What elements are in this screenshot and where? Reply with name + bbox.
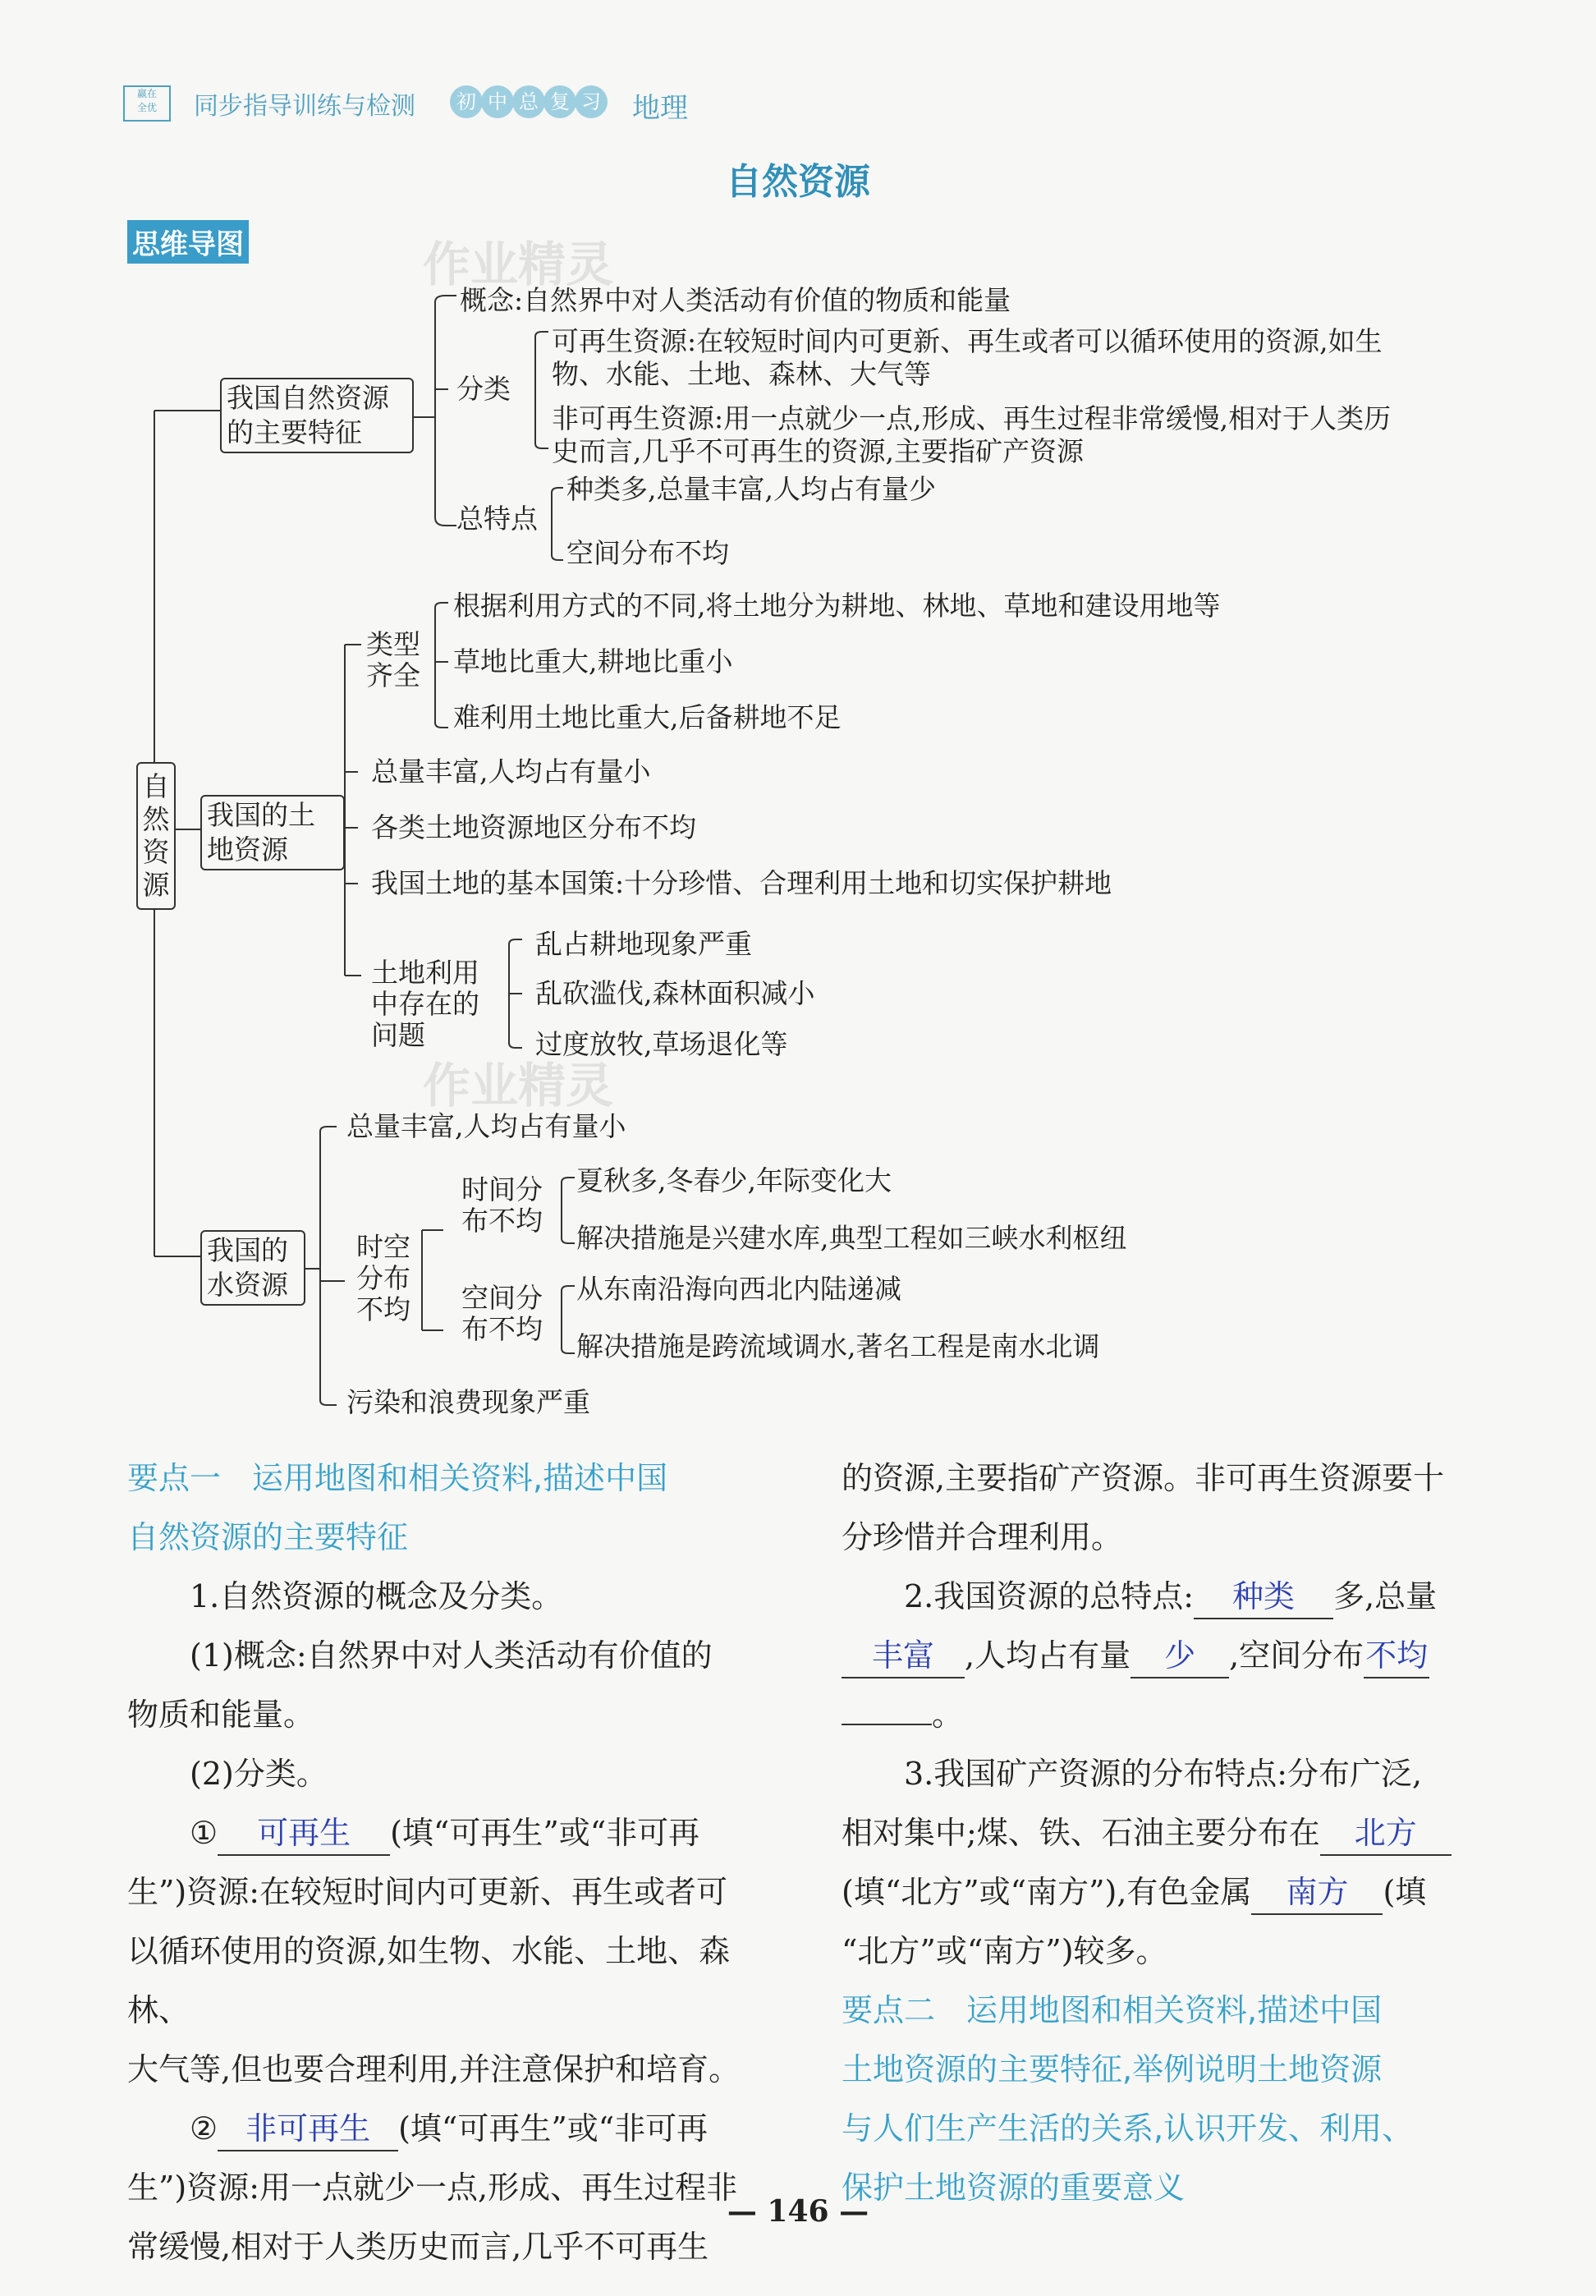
pollution-text: 污染和浪费现象严重 xyxy=(346,1386,590,1418)
para-line: 丰富 ,人均占有量 少 ,空间分布不均 xyxy=(842,1626,1498,1685)
para-line: 以循环使用的资源,如生物、水能、土地、森林、 xyxy=(127,1933,731,2028)
answer-blank: 丰富 xyxy=(842,1634,965,1678)
para-line: 相对集中;煤、铁、石油主要分布在 北方 xyxy=(842,1803,1498,1862)
renewable-text-1: 可再生资源:在较短时间内可更新、再生或者可以循环使用的资源,如生 xyxy=(552,325,1383,357)
series-tag-1: 初 xyxy=(450,85,483,118)
para-line: 。 xyxy=(842,1685,1498,1744)
space-text-2: 解决措施是跨流域调水,著名工程是南水北调 xyxy=(576,1330,1100,1362)
section-heading-1b: 自然资源的主要特征 xyxy=(127,1519,409,1555)
para-line: (2)分类。 xyxy=(190,1756,328,1792)
para-line: 大气等,但也要合理利用,并注意保护和培育。 xyxy=(127,2051,741,2087)
problems-text-3: 过度放牧,草场退化等 xyxy=(535,1028,788,1060)
mindmap-label: 思维导图 xyxy=(127,220,249,264)
section-heading-2c: 与人们生产生活的关系,认识开发、利用、 xyxy=(842,2110,1414,2147)
water-total-text: 总量丰富,人均占有量小 xyxy=(346,1110,626,1142)
para-line: 物质和能量。 xyxy=(127,1697,315,1733)
answer-blank: 可再生 xyxy=(218,1812,390,1856)
page-number: — 146 — xyxy=(727,2194,869,2229)
para-line: ② 非可再生 (填“可再生”或“非可再 xyxy=(127,2099,792,2158)
land-total-text: 总量丰富,人均占有量小 xyxy=(371,755,651,788)
series-tag-5: 习 xyxy=(575,85,608,118)
nonrenewable-text-1: 非可再生资源:用一点就少一点,形成、再生过程非常缓慢,相对于人类历 xyxy=(552,402,1392,434)
branch-water-resources: 我国的水资源 xyxy=(200,1230,305,1306)
para-line: 1.自然资源的概念及分类。 xyxy=(190,1578,563,1614)
section-heading-2: 要点二 运用地图和相关资料,描述中国 xyxy=(842,1992,1383,2028)
problems-text-2: 乱砍滥伐,森林面积减小 xyxy=(535,977,815,1009)
problems-text-1: 乱占耕地现象严重 xyxy=(535,928,752,960)
para-line: (填“北方”或“南方”),有色金属 南方 (填 xyxy=(842,1862,1498,1922)
series-tag-2: 中 xyxy=(481,85,514,118)
left-column xyxy=(127,1449,792,2276)
subject-label: 地理 xyxy=(632,92,688,125)
section-heading-1: 要点一 运用地图和相关资料,描述中国 xyxy=(127,1460,668,1496)
answer-blank: 少 xyxy=(1130,1634,1229,1678)
land-policy-text: 我国土地的基本国策:十分珍惜、合理利用土地和切实保护耕地 xyxy=(371,867,1112,899)
spacetime-label: 时空分布不均 xyxy=(356,1231,410,1325)
problems-label: 土地利用中存在的问题 xyxy=(371,957,479,1051)
para-line: (1)概念:自然界中对人类活动有价值的 xyxy=(190,1637,713,1674)
section-heading-2b: 土地资源的主要特征,举例说明土地资源 xyxy=(842,2051,1383,2087)
para-line: 3.我国矿产资源的分布特点:分布广泛, xyxy=(904,1756,1423,1792)
series-tag-3: 总 xyxy=(512,85,545,118)
branch-resource-features: 我国自然资源的主要特征 xyxy=(220,378,414,453)
types-text-3: 难利用土地比重大,后备耕地不足 xyxy=(453,701,842,733)
para-line: “北方”或“南方”)较多。 xyxy=(842,1933,1167,1969)
time-text-1: 夏秋多,冬春少,年际变化大 xyxy=(576,1164,892,1196)
series-tag-4: 复 xyxy=(543,85,576,118)
para-line: 的资源,主要指矿产资源。非可再生资源要十 xyxy=(842,1460,1445,1496)
answer-blank: 种类 xyxy=(1194,1575,1333,1619)
types-text-1: 根据利用方式的不同,将土地分为耕地、林地、草地和建设用地等 xyxy=(453,590,1221,622)
branch-land-resources: 我国的土地资源 xyxy=(200,795,345,870)
para-line: 生”)资源:在较短时间内可更新、再生或者可 xyxy=(127,1874,728,1910)
types-label: 类型齐全 xyxy=(366,628,420,691)
mindmap-root: 自然资源 xyxy=(136,762,176,910)
answer-blank: 南方 xyxy=(1251,1871,1383,1915)
publisher-logo: 赢在 全优 xyxy=(123,85,171,122)
time-uneven-label: 时间分布不均 xyxy=(461,1173,543,1237)
right-column xyxy=(842,1449,1498,2217)
section-heading-2d: 保护土地资源的重要意义 xyxy=(842,2170,1186,2206)
space-uneven-label: 空间分布不均 xyxy=(461,1282,543,1345)
land-uneven-text: 各类土地资源地区分布不均 xyxy=(371,811,696,843)
renewable-text-2: 物、水能、土地、森林、大气等 xyxy=(552,358,931,390)
nonrenewable-text-2: 史而言,几乎不可再生的资源,主要指矿产资源 xyxy=(552,435,1084,467)
watermark: 作业精灵 xyxy=(423,236,614,292)
para-line: 2.我国资源的总特点: 种类 多,总量 xyxy=(842,1567,1498,1626)
answer-blank: 不均 xyxy=(1364,1634,1429,1678)
watermark: 作业精灵 xyxy=(423,1058,614,1114)
classify-label: 分类 xyxy=(456,373,511,405)
time-text-2: 解决措施是兴建水库,典型工程如三峡水利枢纽 xyxy=(576,1222,1127,1254)
overall-text-1: 种类多,总量丰富,人均占有量少 xyxy=(566,473,936,505)
overall-text-2: 空间分布不均 xyxy=(566,537,729,569)
para-line: 分珍惜并合理利用。 xyxy=(842,1519,1123,1555)
page-title: 自然资源 xyxy=(726,161,870,203)
answer-blank: 非可再生 xyxy=(218,2107,398,2151)
para-line: ① 可再生 (填“可再生”或“非可再 xyxy=(127,1803,792,1862)
para-line: 生”)资源:用一点就少一点,形成、再生过程非 xyxy=(127,2170,738,2206)
answer-blank: 北方 xyxy=(1320,1812,1452,1856)
book-title: 同步指导训练与检测 xyxy=(194,92,415,121)
types-text-2: 草地比重大,耕地比重小 xyxy=(453,645,733,677)
para-line: 常缓慢,相对于人类历史而言,几乎不可再生 xyxy=(127,2229,709,2265)
concept-text: 概念:自然界中对人类活动有价值的物质和能量 xyxy=(460,284,1011,316)
answer-blank xyxy=(842,1724,932,1725)
overall-label: 总特点 xyxy=(456,503,538,535)
space-text-1: 从东南沿海向西北内陆递减 xyxy=(576,1273,901,1305)
